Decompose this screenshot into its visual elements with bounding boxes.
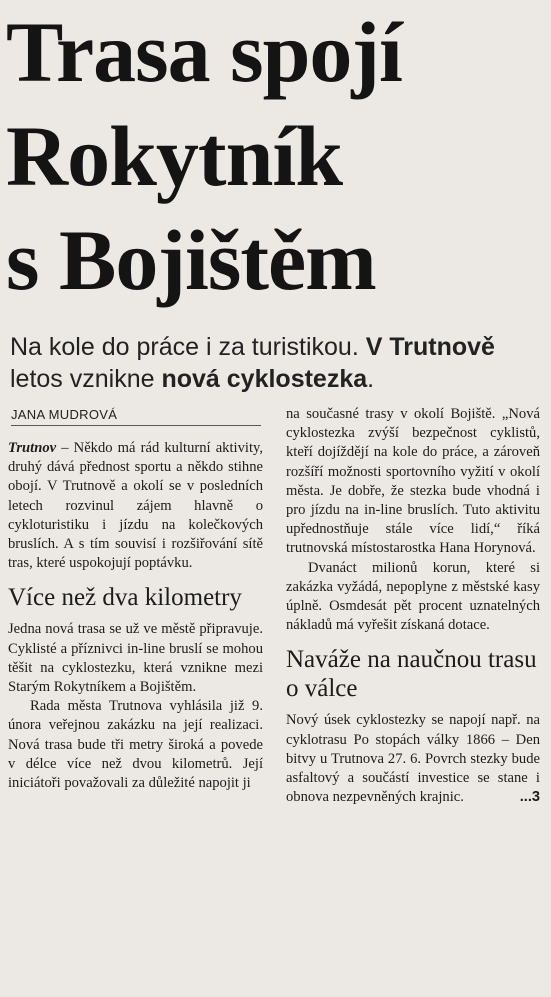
paragraph-2: Jedna nová trasa se už ve městě připravuje. Cyklisté a příznivci in-line bruslí se mohou těšit na cyklostezku, která vznikne mezi Starým Rokytníkem a Bojištěm. <box>8 621 263 696</box>
lead-paragraph <box>10 331 545 395</box>
paragraph-4: na současné trasy v okolí Bojiště. „Nová cyklostezka zvýší bezpečnost cyklistů, kteří dojíždějí na kole do práce, a zároveň rozšíří možnosti sportovního vyžití v okolí města. Je dobře, že stezka bude vhodná i pro jízdu na in-line bruslích. Tuto aktivitu upřednostňuje stále více lidí,“ říká trutnovská místostarostka Hana Horynová. <box>286 406 540 557</box>
paragraph-3: Rada města Trutnova vyhlásila již 9. února veřejnou zakázku na její realizaci. Nová trasa bude tři metry široká a povede v délce více než dvou kilometrů. Její iniciátoři považovali za důležité napojit ji <box>8 698 263 792</box>
headline-line-2: Rokytník <box>6 108 343 204</box>
subheading-1: Více než dva kilometry <box>8 584 242 612</box>
lead-bold-1: V Trutnově <box>365 333 495 361</box>
paragraph-6 <box>286 711 540 807</box>
article-column-right <box>286 405 540 807</box>
headline-line-1: Trasa spojí <box>6 4 402 100</box>
paragraph-1-text: – Někdo má rád kulturní aktivity, druhý dává přednost sportu a někdo stihne obojí. V Trutnově a okolí se v posledních letech rozvinul zájem hlavně o cykloturistiku i jízdu na kolečkových bruslích. A s tím souvisí i rozšiřování sítě tras, které uspokojují poptávku. <box>8 440 263 572</box>
headline-line-3: s Bojištěm <box>6 212 376 308</box>
lead-text-1: Na kole do práce i za turistikou. <box>10 333 366 361</box>
headline <box>6 0 546 312</box>
paragraph-6-text: Nový úsek cyklostezky se napojí např. na cyklotrasu Po stopách války 1866 – Den bitvy u Trutnova 27. 6. Povrch stezky bude asfaltový a součástí investice se stane i obnova nezpevněných krajnic. <box>286 712 540 806</box>
article-column-left <box>8 439 263 793</box>
lead-bold-2: nová cyklostezka <box>161 365 368 393</box>
lead-text-3: . <box>367 365 375 393</box>
paragraph-5: Dvanáct milionů korun, které si zakázka vyžádá, nepoplyne z městské kasy úplně. Osmdesát pět procent uznatelných nákladů má vyřešit získaná dotace. <box>286 559 540 634</box>
author-byline: JANA MUDROVÁ <box>11 407 261 426</box>
dateline-city: Trutnov <box>8 440 57 456</box>
lead-text-2: letos vznikne <box>10 365 162 393</box>
paragraph-1 <box>8 439 263 573</box>
continued-page-ref: ...3 <box>519 789 540 806</box>
subheading-2: Naváže na naučnou trasu o válce <box>286 646 537 703</box>
